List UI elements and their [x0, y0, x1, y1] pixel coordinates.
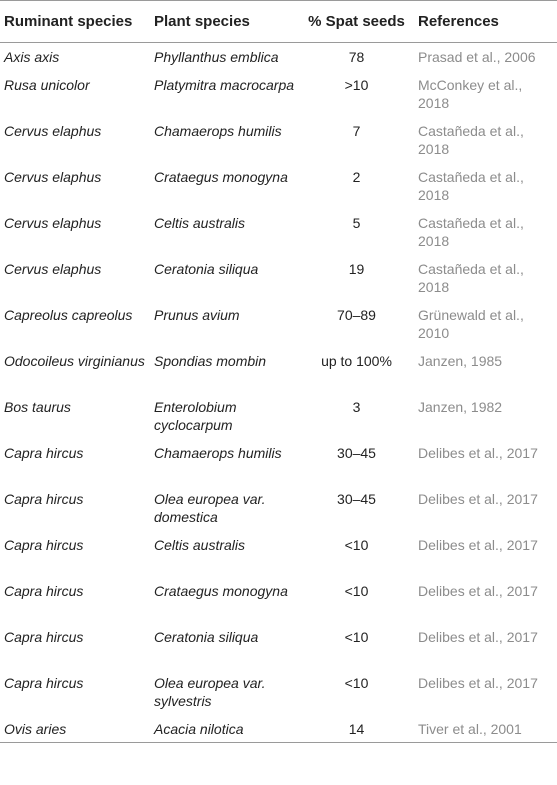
spat-seeds-cell: <10: [344, 674, 369, 691]
reference-cell: Delibes et al., 2017: [418, 628, 538, 645]
plant-species-cell: Chamaerops humilis: [154, 444, 282, 461]
reference-cell: McConkey et al., 2018: [418, 76, 523, 111]
table-row: [0, 393, 557, 439]
header-plant-species: Plant species: [150, 1, 299, 43]
spat-seeds-cell: >10: [344, 76, 369, 93]
spat-seeds-cell: 3: [352, 398, 361, 415]
spat-seeds-cell: 2: [352, 168, 361, 185]
spat-seeds-cell: 7: [352, 122, 361, 139]
header-ruminant-species: Ruminant species: [0, 1, 150, 43]
spat-seeds-cell: 30–45: [337, 490, 376, 507]
spat-seeds-cell: 70–89: [337, 306, 376, 323]
reference-cell: Delibes et al., 2017: [418, 674, 538, 691]
plant-species-cell: Ceratonia siliqua: [154, 260, 259, 277]
reference-cell: Delibes et al., 2017: [418, 536, 538, 553]
table-row: [0, 485, 557, 531]
table-row: [0, 43, 557, 71]
ruminant-species-cell: Odocoileus virginianus: [4, 352, 145, 369]
spat-seeds-cell: 19: [348, 260, 365, 277]
plant-species-cell: Phyllanthus emblica: [154, 49, 279, 65]
table-row: [0, 163, 557, 209]
reference-cell: Grünewald et al., 2010: [418, 306, 524, 341]
spat-seeds-cell: 14: [299, 715, 414, 743]
reference-cell: Castañeda et al., 2018: [418, 168, 524, 203]
ruminant-species-cell: Capra hircus: [4, 536, 84, 553]
header-row: [0, 1, 557, 43]
reference-cell: Janzen, 1982: [418, 398, 503, 415]
header-spat-seeds: % Spat seeds: [299, 1, 414, 43]
reference-cell: Delibes et al., 2017: [418, 582, 538, 599]
table-row: [0, 715, 557, 743]
plant-species-cell: Olea europea var. sylvestris: [154, 674, 266, 709]
reference-cell: Delibes et al., 2017: [418, 444, 538, 461]
table-row: [0, 577, 557, 623]
table-row: [0, 301, 557, 347]
spat-seeds-cell: <10: [344, 536, 369, 553]
reference-cell: Janzen, 1985: [418, 352, 503, 369]
spat-seeds-cell: 30–45: [337, 444, 376, 461]
plant-species-cell: Celtis australis: [154, 536, 246, 553]
table-row: [0, 71, 557, 117]
plant-species-cell: Acacia nilotica: [150, 715, 299, 743]
spat-seeds-cell: <10: [344, 582, 369, 599]
plant-species-cell: Enterolobium cyclocarpum: [154, 398, 237, 433]
header-references: References: [414, 1, 557, 43]
table-row: [0, 117, 557, 163]
ruminant-species-cell: Capra hircus: [4, 674, 84, 691]
ruminant-species-cell: Cervus elaphus: [4, 122, 102, 139]
plant-species-cell: Platymitra macrocarpa: [154, 76, 295, 93]
ruminant-species-cell: Cervus elaphus: [4, 260, 102, 277]
reference-cell: Castañeda et al., 2018: [418, 122, 524, 157]
ruminant-species-cell: Bos taurus: [4, 398, 71, 415]
ruminant-species-cell: Ovis aries: [0, 715, 150, 743]
table-row: [0, 209, 557, 255]
ruminant-species-cell: Rusa unicolor: [4, 76, 90, 93]
ruminant-species-cell: Axis axis: [4, 49, 60, 65]
reference-cell: Castañeda et al., 2018: [418, 214, 524, 249]
ruminant-species-cell: Capreolus capreolus: [4, 306, 133, 323]
reference-cell: Tiver et al., 2001: [414, 715, 557, 743]
plant-species-cell: Crataegus monogyna: [154, 168, 288, 185]
plant-species-cell: Crataegus monogyna: [154, 582, 288, 599]
table-row: [0, 347, 557, 393]
table-row: [0, 623, 557, 669]
table-row: [0, 531, 557, 577]
spat-seeds-cell: up to 100%: [321, 352, 392, 369]
spat-seeds-cell: 78: [348, 49, 365, 65]
table-row: [0, 669, 557, 715]
spat-seeds-cell: <10: [344, 628, 369, 645]
plant-species-cell: Chamaerops humilis: [154, 122, 282, 139]
table-row: [0, 255, 557, 301]
plant-species-cell: Spondias mombin: [154, 352, 267, 369]
plant-species-cell: Olea europea var. domestica: [154, 490, 266, 525]
ruminant-species-cell: Capra hircus: [4, 582, 84, 599]
table-header: [0, 1, 557, 43]
table-row: [0, 439, 557, 485]
ruminant-species-cell: Capra hircus: [4, 490, 84, 507]
ruminant-species-cell: Cervus elaphus: [4, 214, 102, 231]
plant-species-cell: Prunus avium: [154, 306, 240, 323]
spat-seeds-cell: 5: [352, 214, 361, 231]
ruminant-species-cell: Capra hircus: [4, 628, 84, 645]
reference-cell: Delibes et al., 2017: [418, 490, 538, 507]
plant-species-cell: Celtis australis: [154, 214, 246, 231]
ruminant-species-cell: Capra hircus: [4, 444, 84, 461]
reference-cell: Prasad et al., 2006: [418, 49, 536, 65]
table-body: [0, 43, 557, 743]
reference-cell: Castañeda et al., 2018: [418, 260, 524, 295]
ruminant-species-cell: Cervus elaphus: [4, 168, 102, 185]
plant-species-cell: Ceratonia siliqua: [154, 628, 259, 645]
